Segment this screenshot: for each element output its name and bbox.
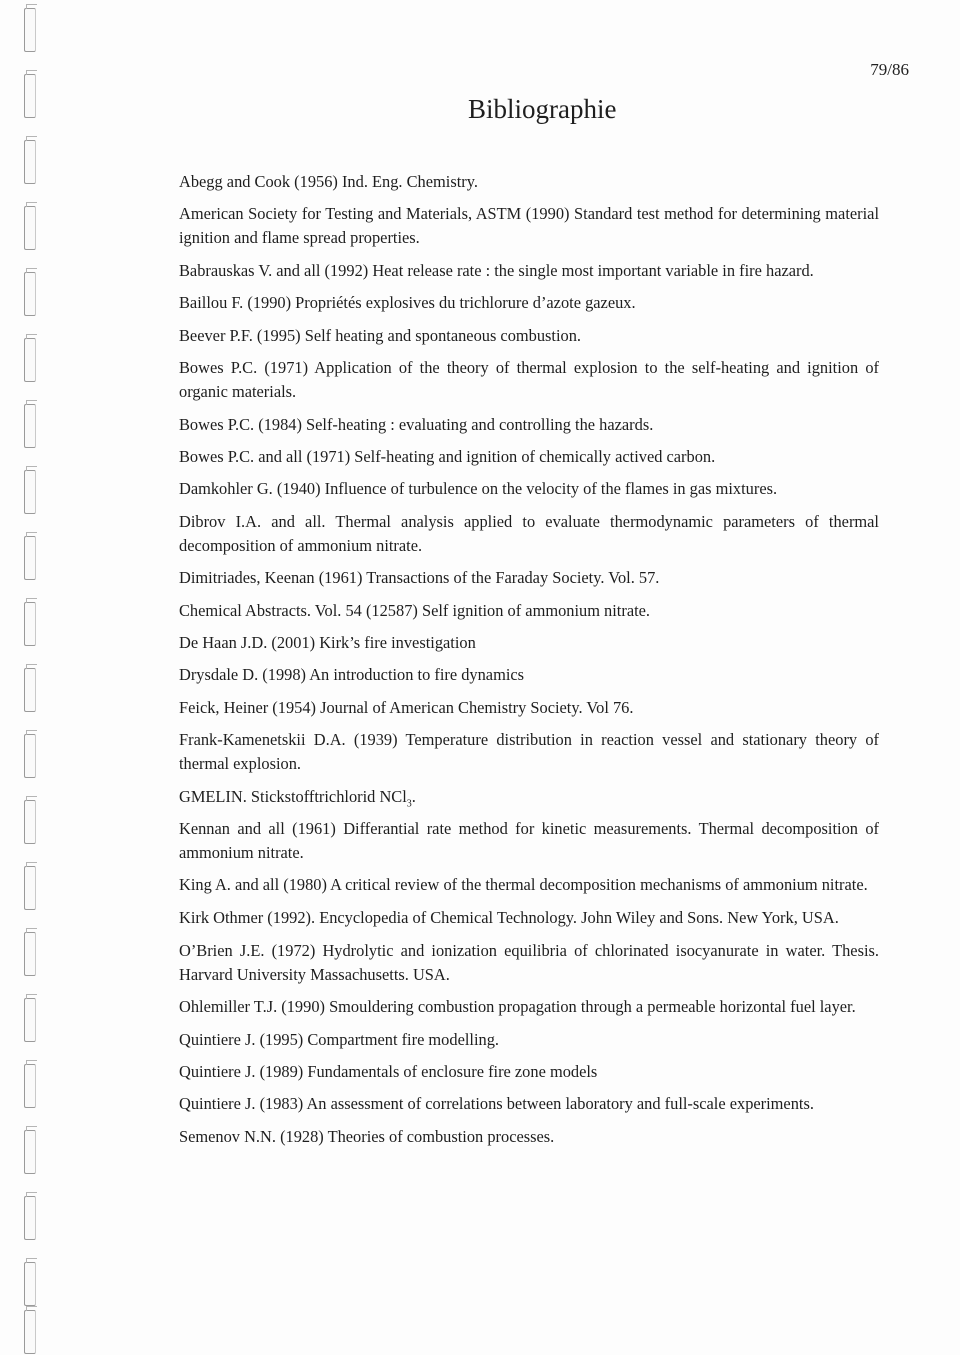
binding-ring	[24, 1310, 36, 1354]
reference-item: Beever P.F. (1995) Self heating and spontaneous combustion.	[179, 325, 582, 345]
binding-ring	[24, 866, 36, 910]
reference-text: GMELIN. Stickstofftrichlorid NCl	[179, 786, 407, 806]
binding-ring	[24, 404, 36, 448]
reference-item: Drysdale D. (1998) An introduction to fire dynamics	[179, 665, 525, 685]
page-number: 79/86	[870, 60, 909, 79]
binding-ring	[24, 272, 36, 316]
binding-ring	[24, 602, 36, 646]
reference-item: Quintiere J. (1989) Fundamentals of enclosure fire zone models	[179, 1062, 598, 1082]
reference-item: Bowes P.C. (1971) Application of the theory of thermal explosion to the self-heating and ignition of organic materials.	[179, 358, 879, 402]
reference-suffix: .	[411, 786, 416, 806]
reference-item: Semenov N.N. (1928) Theories of combustion processes.	[179, 1126, 555, 1146]
binding-ring	[24, 74, 36, 118]
binding-ring	[24, 206, 36, 250]
reference-item: Bowes P.C. and all (1971) Self-heating and ignition of chemically actived carbon.	[179, 446, 716, 466]
reference-item: Dibrov I.A. and all. Thermal analysis applied to evaluate thermodynamic parameters of thermal decomposition of ammonium nitrate.	[179, 511, 879, 555]
reference-item: Bowes P.C. (1984) Self-heating : evaluating and controlling the hazards.	[179, 414, 654, 434]
subscript: 3	[406, 797, 412, 809]
reference-item: Chemical Abstracts. Vol. 54 (12587) Self ignition of ammonium nitrate.	[179, 600, 651, 620]
reference-item: Baillou F. (1990) Propriétés explosives du trichlorure d’azote gazeux.	[179, 293, 636, 313]
reference-item: Dimitriades, Keenan (1961) Transactions of the Faraday Society. Vol. 57.	[179, 568, 660, 588]
reference-item: Babrauskas V. and all (1992) Heat release rate : the single most important variable in fire hazard.	[179, 260, 814, 280]
binding-ring	[24, 8, 36, 52]
reference-item: Feick, Heiner (1954) Journal of American Chemistry Society. Vol 76.	[179, 697, 634, 717]
bibliography-list	[179, 170, 879, 1157]
page-title: Bibliographie	[468, 94, 617, 124]
reference-item: Quintiere J. (1995) Compartment fire modelling.	[179, 1029, 500, 1049]
binding-ring	[24, 998, 36, 1042]
reference-item: Quintiere J. (1983) An assessment of correlations between laboratory and full-scale experiments.	[179, 1094, 814, 1114]
binding-ring	[24, 140, 36, 184]
spiral-binding	[20, 0, 50, 1355]
reference-item: Frank-Kamenetskii D.A. (1939) Temperature distribution in reaction vessel and stationary theory of thermal explosion.	[179, 729, 879, 773]
binding-ring	[24, 536, 36, 580]
reference-item: Damkohler G. (1940) Influence of turbulence on the velocity of the flames in gas mixtures.	[179, 479, 778, 499]
binding-ring	[24, 338, 36, 382]
reference-item: King A. and all (1980) A critical review of the thermal decomposition mechanisms of ammonium nitrate.	[179, 875, 868, 895]
reference-item-gmelin	[179, 785, 879, 809]
binding-ring	[24, 734, 36, 778]
binding-ring	[24, 470, 36, 514]
reference-item: Kennan and all (1961) Differantial rate method for kinetic measurements. Thermal decomposition of ammonium nitrate.	[179, 818, 879, 862]
binding-ring	[24, 1196, 36, 1240]
reference-item: O’Brien J.E. (1972) Hydrolytic and ionization equilibria of chlorinated isocyanurate in water. Thesis. Harvard University Massachusetts. USA.	[179, 940, 879, 984]
reference-item: Abegg and Cook (1956) Ind. Eng. Chemistry.	[179, 172, 478, 191]
reference-item: Ohlemiller T.J. (1990) Smouldering combustion propagation through a permeable horizontal fuel layer.	[179, 997, 856, 1017]
reference-item: Kirk Othmer (1992). Encyclopedia of Chemical Technology. John Wiley and Sons. New York, USA.	[179, 908, 839, 928]
reference-item: De Haan J.D. (2001) Kirk’s fire investigation	[179, 633, 476, 653]
binding-ring	[24, 800, 36, 844]
binding-ring	[24, 932, 36, 976]
binding-ring	[24, 1262, 36, 1306]
binding-ring	[24, 1064, 36, 1108]
binding-ring	[24, 668, 36, 712]
reference-item: American Society for Testing and Materials, ASTM (1990) Standard test method for determining material ignition and flame spread properties.	[179, 204, 879, 248]
binding-ring	[24, 1130, 36, 1174]
